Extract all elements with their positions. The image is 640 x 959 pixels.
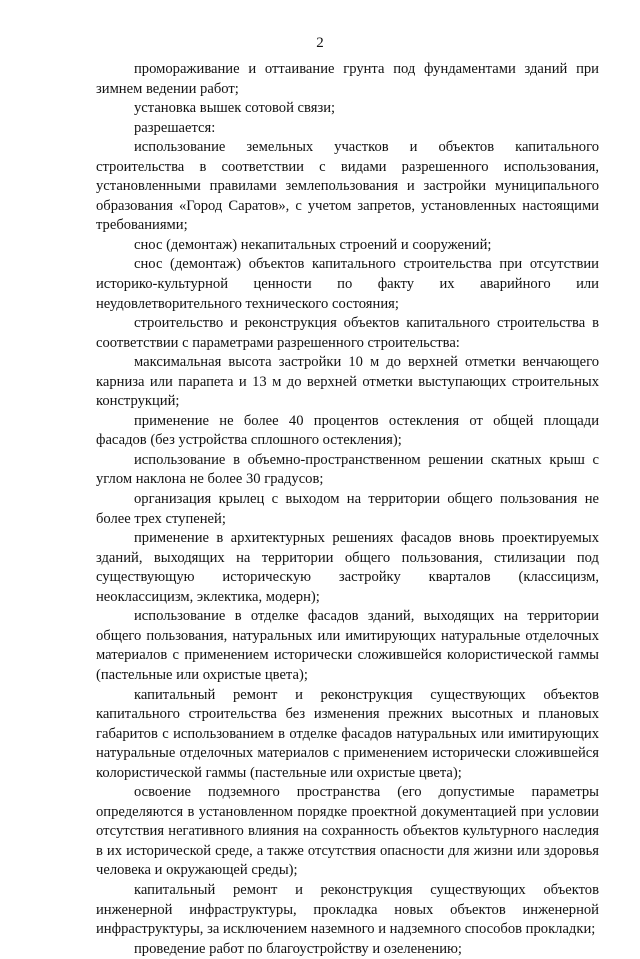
page-number: 2 — [316, 35, 324, 51]
paragraph: максимальная высота застройки 10 м до верхней отметки венчающего карниза или парапета и 13 м до верхней отметки выступающих строительных конструкций; — [96, 354, 599, 410]
paragraph: использование в объемно-пространственном решении скатных крыш с углом наклона не более 30 градусов; — [96, 451, 599, 488]
paragraph: применение не более 40 процентов остекления от общей площади фасадов (без устройства сплошного остекления); — [96, 412, 599, 449]
paragraph: организация крылец с выходом на территории общего пользования не более трех ступеней; — [96, 491, 599, 527]
paragraph: установка вышек сотовой связи; — [134, 100, 336, 117]
paragraph: капитальный ремонт и реконструкция существующих объектов инженерной инфраструктуры, прокладка новых объектов инженерной инфраструктуры, за исключением наземного и надземного способов прокладки; — [96, 881, 599, 938]
paragraph: снос (демонтаж) некапитальных строений и сооружений; — [134, 236, 492, 253]
paragraph: проведение работ по благоустройству и озеленению; — [134, 940, 462, 957]
paragraph: разрешается: — [134, 119, 216, 136]
document-body — [96, 60, 599, 959]
paragraph: применение в архитектурных решениях фасадов вновь проектируемых зданий, выходящих на территории общего пользования, стилизации под существующую историческую застройку кварталов (классицизм, неоклассицизм, эклектика, модерн); — [96, 530, 599, 605]
paragraph: снос (демонтаж) объектов капитального строительства при отсутствии историко-культурной ценности по факту их аварийного или неудовлетворительного технического состояния; — [96, 256, 599, 312]
paragraph: использование в отделке фасадов зданий, выходящих на территории общего пользования, натуральных или имитирующих натуральные отделочных материалов с применением исторически сложившейся колористической гаммы (пастельные или охристые цвета); — [96, 608, 599, 683]
paragraph: освоение подземного пространства (его допустимые параметры определяются в установленном порядке проектной документацией при условии отсутствия негативного влияния на сохранность объектов культурного наследия в их исторической среде, а также отсутствия опасности для жизни или здоровья человека и окружающей среды); — [96, 784, 599, 879]
paragraph: промораживание и оттаивание грунта под фундаментами зданий при зимнем ведении работ; — [96, 61, 599, 97]
paragraph: использование земельных участков и объектов капитального строительства в соответствии с видами разрешенного использования, установленными правилами землепользования и застройки муниципального образования «Город Саратов», с учетом запретов, установленных настоящими требованиями; — [96, 139, 599, 234]
paragraph: строительство и реконструкция объектов капитального строительства в соответствии с параметрами разрешенного строительства: — [96, 315, 599, 351]
paragraph: капитальный ремонт и реконструкция существующих объектов капитального строительства без изменения прежних высотных и плановых габаритов с использованием в отделке фасадов натуральных или имитирующих натуральные отделочных материалов с применением исторически сложившейся колористической гаммы (пастельные или охристые цвета); — [96, 686, 599, 781]
